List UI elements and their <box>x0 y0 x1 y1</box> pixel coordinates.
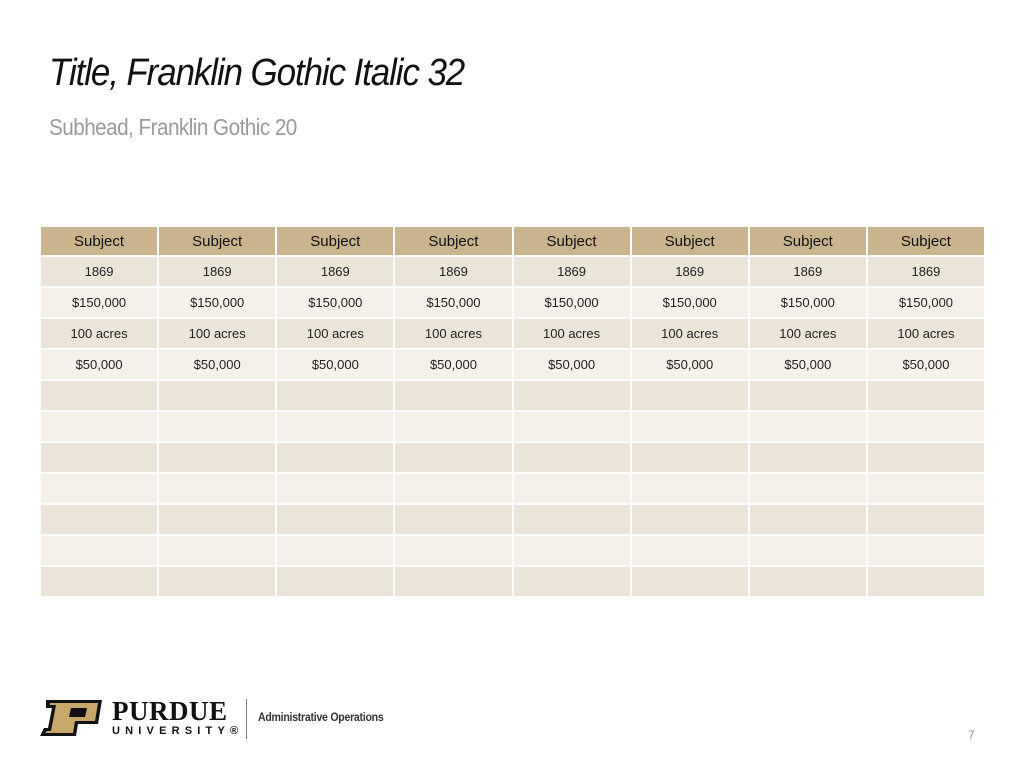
table-cell <box>868 474 984 503</box>
table-row <box>41 567 984 596</box>
table-cell: $150,000 <box>632 288 748 317</box>
table-cell <box>632 567 748 596</box>
table-cell: $150,000 <box>395 288 511 317</box>
table-cell <box>632 474 748 503</box>
table-row <box>41 536 984 565</box>
table-cell: $150,000 <box>514 288 630 317</box>
table-cell <box>514 505 630 534</box>
table-cell <box>41 381 157 410</box>
table-cell: $50,000 <box>277 350 393 379</box>
table-cell: $150,000 <box>159 288 275 317</box>
page-number: 7 <box>968 728 975 742</box>
table-cell: $150,000 <box>277 288 393 317</box>
data-table <box>39 225 986 598</box>
table-cell: 1869 <box>750 257 866 286</box>
table-cell <box>395 474 511 503</box>
table-cell <box>395 567 511 596</box>
column-header: Subject <box>868 227 984 255</box>
table-cell: 100 acres <box>632 319 748 348</box>
column-header: Subject <box>750 227 866 255</box>
table-cell <box>395 505 511 534</box>
table-cell: 1869 <box>159 257 275 286</box>
table-cell: $50,000 <box>159 350 275 379</box>
table-cell <box>632 412 748 441</box>
table-cell <box>514 443 630 472</box>
table-cell <box>632 536 748 565</box>
table-cell <box>868 505 984 534</box>
table-cell <box>41 567 157 596</box>
table-cell: $50,000 <box>514 350 630 379</box>
column-header: Subject <box>277 227 393 255</box>
table-cell: 100 acres <box>159 319 275 348</box>
table-cell <box>159 412 275 441</box>
table-cell <box>159 567 275 596</box>
table-cell <box>868 443 984 472</box>
table-cell <box>632 381 748 410</box>
footer-divider <box>246 699 247 739</box>
purdue-logo <box>38 697 243 739</box>
table-cell <box>41 412 157 441</box>
table-cell <box>868 567 984 596</box>
column-header: Subject <box>159 227 275 255</box>
logo-wordmark <box>112 698 243 738</box>
department-name: Administrative Operations <box>258 710 384 724</box>
table-row <box>41 443 984 472</box>
slide-title: Title, Franklin Gothic Italic 32 <box>49 52 465 94</box>
table-row <box>41 257 984 286</box>
table-cell <box>750 536 866 565</box>
table-cell <box>41 443 157 472</box>
table-cell <box>159 505 275 534</box>
table-cell <box>395 381 511 410</box>
table-cell: 1869 <box>514 257 630 286</box>
table-row <box>41 319 984 348</box>
table-row <box>41 350 984 379</box>
table-cell <box>750 567 866 596</box>
table-cell <box>514 474 630 503</box>
table-cell <box>277 474 393 503</box>
table-cell: $50,000 <box>868 350 984 379</box>
table-cell <box>395 443 511 472</box>
slide-subhead: Subhead, Franklin Gothic 20 <box>49 114 297 140</box>
table-cell: $150,000 <box>750 288 866 317</box>
table-cell <box>514 567 630 596</box>
table-cell <box>750 381 866 410</box>
table-cell <box>277 443 393 472</box>
table-cell: 100 acres <box>277 319 393 348</box>
table-cell <box>277 505 393 534</box>
table-cell <box>632 505 748 534</box>
table-cell <box>868 412 984 441</box>
table-cell: 1869 <box>41 257 157 286</box>
table-cell <box>395 536 511 565</box>
table-cell: $50,000 <box>632 350 748 379</box>
table-row <box>41 505 984 534</box>
table-cell: 1869 <box>632 257 748 286</box>
table-cell: 1869 <box>277 257 393 286</box>
table-cell: $50,000 <box>41 350 157 379</box>
table-cell <box>159 536 275 565</box>
table-cell: 1869 <box>868 257 984 286</box>
table-cell <box>868 536 984 565</box>
column-header: Subject <box>41 227 157 255</box>
table-cell: 1869 <box>395 257 511 286</box>
table-cell: 100 acres <box>395 319 511 348</box>
table-cell <box>395 412 511 441</box>
table-cell <box>632 443 748 472</box>
table-cell: $150,000 <box>41 288 157 317</box>
column-header: Subject <box>395 227 511 255</box>
table-cell: 100 acres <box>41 319 157 348</box>
table-cell <box>277 381 393 410</box>
table-cell <box>750 505 866 534</box>
logo-university: UNIVERSITY® <box>112 725 244 737</box>
table-cell: 100 acres <box>750 319 866 348</box>
table-cell: 100 acres <box>514 319 630 348</box>
table-row <box>41 412 984 441</box>
table-cell <box>750 474 866 503</box>
table-cell <box>277 412 393 441</box>
table-cell <box>41 505 157 534</box>
purdue-p-icon <box>38 698 104 738</box>
table-cell <box>159 381 275 410</box>
table-header-row <box>41 227 984 255</box>
table-row <box>41 288 984 317</box>
table-cell <box>41 474 157 503</box>
table-cell <box>159 474 275 503</box>
table-cell <box>159 443 275 472</box>
table-row <box>41 381 984 410</box>
table-cell <box>41 536 157 565</box>
table-cell: 100 acres <box>868 319 984 348</box>
table-cell <box>514 536 630 565</box>
table-cell <box>868 381 984 410</box>
table-cell <box>514 381 630 410</box>
table-cell: $150,000 <box>868 288 984 317</box>
table-row <box>41 474 984 503</box>
logo-name: PURDUE <box>112 696 228 726</box>
table-body <box>41 257 984 596</box>
table-cell <box>750 443 866 472</box>
table-cell: $50,000 <box>750 350 866 379</box>
column-header: Subject <box>514 227 630 255</box>
table-cell: $50,000 <box>395 350 511 379</box>
table-cell <box>750 412 866 441</box>
table-cell <box>277 567 393 596</box>
column-header: Subject <box>632 227 748 255</box>
table-cell <box>514 412 630 441</box>
table-cell <box>277 536 393 565</box>
